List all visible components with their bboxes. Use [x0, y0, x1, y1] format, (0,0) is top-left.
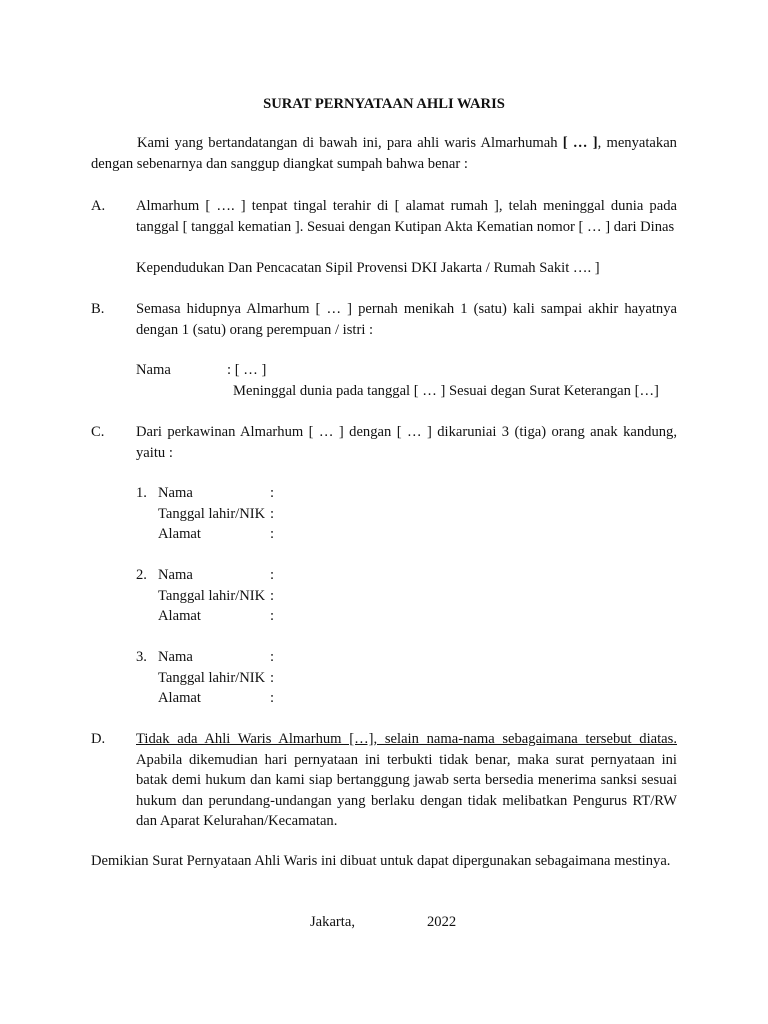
child-birth-nik-colon: : — [270, 587, 275, 604]
closing-paragraph: Demikian Surat Pernyataan Ahli Waris ini dibuat untuk dapat dipergunakan sebagaimana mestinya. — [91, 853, 671, 869]
section-d-letter: D. — [91, 731, 106, 747]
child-name-colon: : — [270, 485, 275, 501]
document-title: SURAT PERNYATAAN AHLI WARIS — [263, 96, 505, 112]
child-name-label: Nama — [158, 649, 193, 665]
child-birth-nik-label: Tanggal lahir/NIK — [158, 505, 266, 522]
child-name-label: Nama — [158, 567, 193, 583]
child-name-label: Nama — [158, 485, 193, 501]
section-d-text: Apabila dikemudian hari pernyataan ini terbukti tidak benar, maka surat pernyataan ini batak demi hukum dan kami siap bertanggung jawab serta bersedia menerima sanksi sesuai hukum dan perundang-undangan yang berlaku dengan tidak melibatkan Pengurus RT/RW dan Aparat Kelurahan/Kecamatan. — [136, 751, 677, 830]
intro-text-before: Kami yang bertandatangan di bawah ini, para ahli waris Almarhumah — [137, 135, 563, 151]
signing-year: 2022 — [427, 914, 457, 930]
section-d-underlined-statement: Tidak ada Ahli Waris Almarhum […], selain nama-nama sebagaimana tersebut diatas. — [136, 731, 677, 747]
intro-paragraph — [91, 133, 677, 174]
section-c-letter: C. — [91, 424, 105, 440]
section-a-letter: A. — [91, 198, 106, 214]
section-a-text-continued: Kependudukan Dan Pencacatan Sipil Provensi DKI Jakarta / Rumah Sakit …. ] — [136, 260, 600, 276]
section-c-text: Dari perkawinan Almarhum [ … ] dengan [ … ] dikaruniai 3 (tiga) orang anak kandung, yaitu : — [136, 424, 677, 461]
section-a-text: Almarhum [ …. ] tenpat tingal terahir di [ alamat rumah ], telah meninggal dunia pada tanggal [ tanggal kematian ]. Sesuai dengan Kutipan Akta Kematian nomor [ … ] dari Dinas — [136, 198, 677, 235]
child-birth-nik-colon: : — [270, 669, 275, 686]
section-b-letter: B. — [91, 301, 105, 317]
section-b-text: Semasa hidupnya Almarhum [ … ] pernah menikah 1 (satu) kali sampai akhir hayatnya dengan 1 (satu) orang perempuan / istri : — [136, 301, 677, 338]
child-address-colon: : — [270, 526, 275, 543]
spouse-name-value: : [ … ] — [227, 362, 267, 378]
child-name-colon: : — [270, 567, 275, 583]
child-birth-nik-label: Tanggal lahir/NIK — [158, 587, 266, 604]
child-birth-nik-colon: : — [270, 505, 275, 522]
child-address-colon: : — [270, 690, 275, 707]
section-d-paragraph — [136, 729, 677, 832]
child-address-label: Alamat — [158, 526, 201, 543]
child-address-colon: : — [270, 608, 275, 625]
signing-place: Jakarta, — [310, 914, 355, 930]
spouse-name-label: Nama — [136, 362, 171, 378]
child-address-label: Alamat — [158, 690, 201, 707]
deceased-name-placeholder: [ … ] — [562, 135, 598, 151]
child-number: 1. — [136, 485, 147, 501]
child-address-label: Alamat — [158, 608, 201, 625]
child-name-colon: : — [270, 649, 275, 665]
child-number: 3. — [136, 649, 147, 665]
spouse-death-note: Meninggal dunia pada tanggal [ … ] Sesuai degan Surat Keterangan […] — [233, 383, 659, 399]
child-number: 2. — [136, 567, 147, 583]
intro-text-after: , menyatakan dengan sebenarnya dan sanggup diangkat sumpah bahwa benar : — [91, 135, 677, 172]
child-birth-nik-label: Tanggal lahir/NIK — [158, 669, 266, 686]
